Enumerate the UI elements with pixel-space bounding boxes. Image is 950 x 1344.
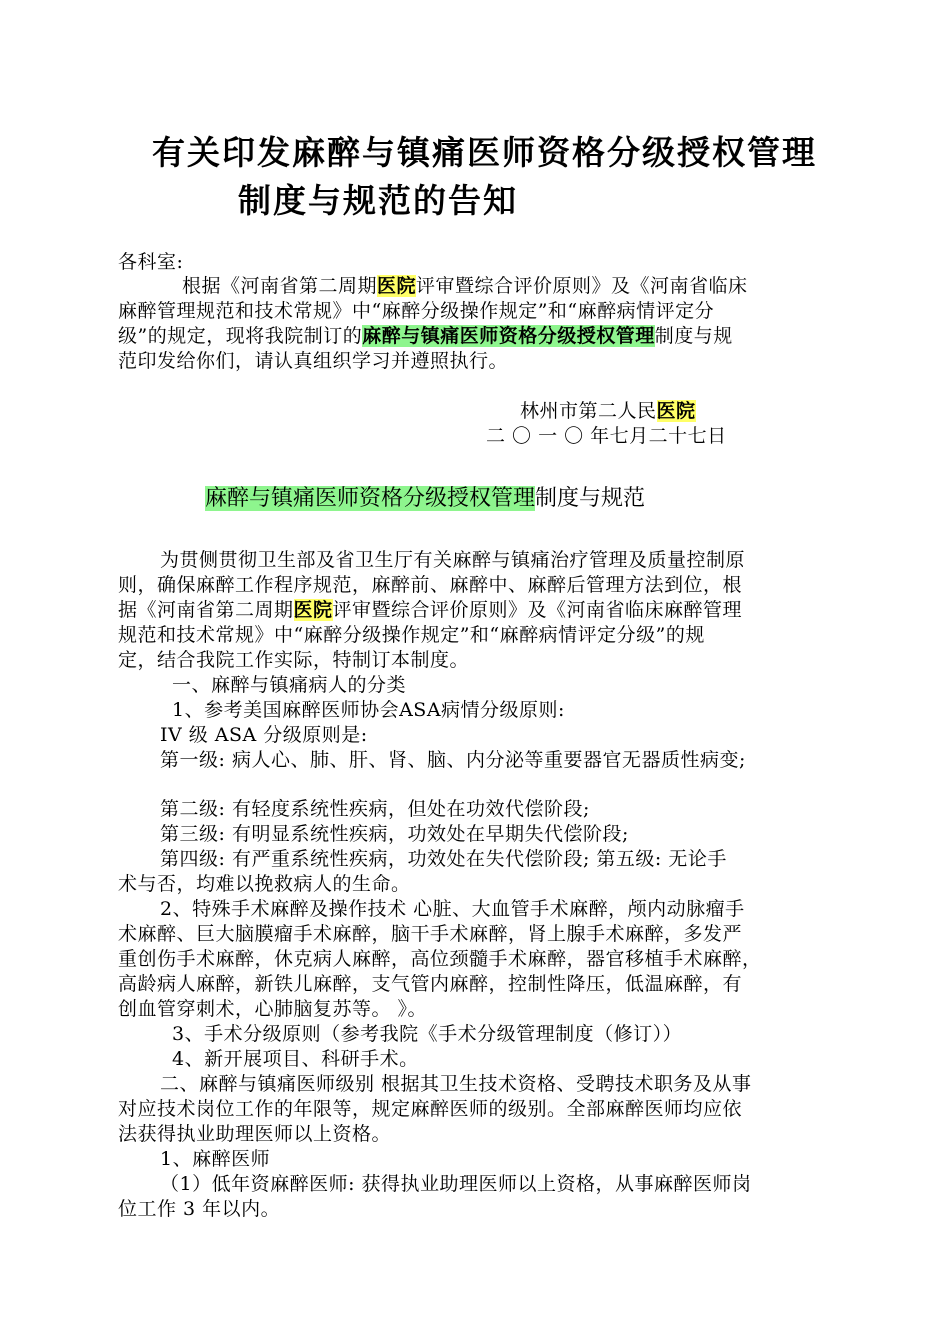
text-span: 评审暨综合评价原则》及《河南省临床 — [416, 275, 748, 297]
text-span: 林州市第二人民 — [520, 400, 657, 422]
section-2-item-1-1-line-2: 位工作 3 年以内。 — [118, 1198, 281, 1220]
notice-line-4: 范印发给你们，请认真组织学习并遵照执行。 — [118, 350, 509, 372]
section-2-line-1: 二、麻醉与镇痛医师级别 根据其卫生技术资格、受聘技术职务及从事 — [160, 1073, 752, 1095]
section-1-item-2-line-5: 创血管穿刺术，心肺脑复苏等。 》。 — [118, 998, 428, 1020]
text-span: 制度与规范 — [535, 486, 646, 511]
asa-grade-3: 第三级: 有明显系统性疾病，功效处在早期失代偿阶段; — [160, 823, 629, 845]
text-span: 级”的规定，现将我院制订的 — [118, 325, 363, 347]
asa-grade-2: 第二级: 有轻度系统性疾病，但处在功效代偿阶段; — [160, 798, 590, 820]
intro-line-3 — [118, 598, 742, 622]
asa-grade-1: 第一级: 病人心、肺、肝、肾、脑、内分泌等重要器官无器质性病变; — [160, 749, 746, 771]
section-1-item-3: 3、手术分级原则（参考我院《手术分级管理制度（修订）） — [172, 1023, 683, 1045]
notice-line-2: 麻醉管理规范和技术常规》中“麻醉分级操作规定”和“麻醉病情评定分 — [118, 300, 715, 322]
asa-grade-4-line-1: 第四级: 有严重系统性疾病，功效处在失代偿阶段; 第五级: 无论手 — [160, 848, 727, 870]
text-span: 据《河南省第二周期 — [118, 599, 294, 621]
section-1-item-4: 4、新开展项目、科研手术。 — [172, 1048, 419, 1070]
intro-line-4: 规范和技术常规》中“麻醉分级操作规定”和“麻醉病情评定分级”的规 — [118, 624, 705, 646]
section-1-item-1: 1、参考美国麻醉医师协会ASA病情分级原则: — [172, 699, 565, 721]
text-span: 制度与规 — [654, 325, 733, 347]
intro-line-1: 为贯侧贯彻卫生部及省卫生厅有关麻醉与镇痛治疗管理及质量控制原 — [160, 549, 746, 571]
notice-line-3 — [118, 324, 733, 348]
section-2-line-2: 对应技术岗位工作的年限等，规定麻醉医师的级别。全部麻醉医师均应依 — [118, 1098, 743, 1120]
highlight-hospital: 医院 — [293, 599, 333, 621]
highlight-hospital: 医院 — [377, 275, 417, 297]
highlight-hospital: 医院 — [656, 400, 696, 422]
regulation-heading — [205, 485, 645, 513]
section-1-item-2-line-2: 术麻醉、巨大脑膜瘤手术麻醉，脑干手术麻醉，肾上腺手术麻醉，多发严 — [118, 923, 743, 945]
section-1-heading: 一、麻醉与镇痛病人的分类 — [172, 674, 407, 696]
highlight-system-name: 麻醉与镇痛医师资格分级授权管理 — [362, 325, 655, 347]
doc-title-line1: 有关印发麻醉与镇痛医师资格分级授权管理 — [152, 133, 817, 172]
section-2-line-3: 法获得执业助理医师以上资格。 — [118, 1123, 392, 1145]
highlight-system-name: 麻醉与镇痛医师资格分级授权管理 — [205, 486, 536, 511]
intro-line-2: 则，确保麻醉工作程序规范，麻醉前、麻醉中、麻醉后管理方法到位，根 — [118, 574, 743, 596]
notice-line-1 — [182, 274, 748, 298]
section-1-item-2-line-3: 重创伤手术麻醉，休克病人麻醉，高位颈髓手术麻醉，器官移植手术麻醉， — [118, 948, 762, 970]
asa-heading: IV 级 ASA 分级原则是: — [160, 724, 368, 746]
signature — [520, 399, 696, 423]
text-span: 根据《河南省第二周期 — [182, 275, 378, 297]
section-2-item-1-1-line-1: （1）低年资麻醉医师: 获得执业助理医师以上资格，从事麻醉医师岗 — [160, 1173, 752, 1195]
intro-line-5: 定，结合我院工作实际，特制订本制度。 — [118, 649, 470, 671]
section-1-item-2-line-4: 高龄病人麻醉，新铁儿麻醉，支气管内麻醉，控制性降压，低温麻醉，有 — [118, 973, 743, 995]
salutation: 各科室: — [118, 251, 184, 273]
date: 二 〇 一 〇 年七月二十七日 — [486, 425, 727, 447]
text-span: 评审暨综合评价原则》及《河南省临床麻醉管理 — [332, 599, 743, 621]
section-2-item-1: 1、麻醉医师 — [160, 1148, 271, 1170]
section-1-item-2-line-1: 2、特殊手术麻醉及操作技术 心脏、大血管手术麻醉，颅内动脉瘤手 — [160, 898, 745, 920]
asa-grade-4-line-2: 术与否，均难以挽救病人的生命。 — [118, 873, 411, 895]
doc-title-line2: 制度与规范的告知 — [238, 181, 518, 220]
